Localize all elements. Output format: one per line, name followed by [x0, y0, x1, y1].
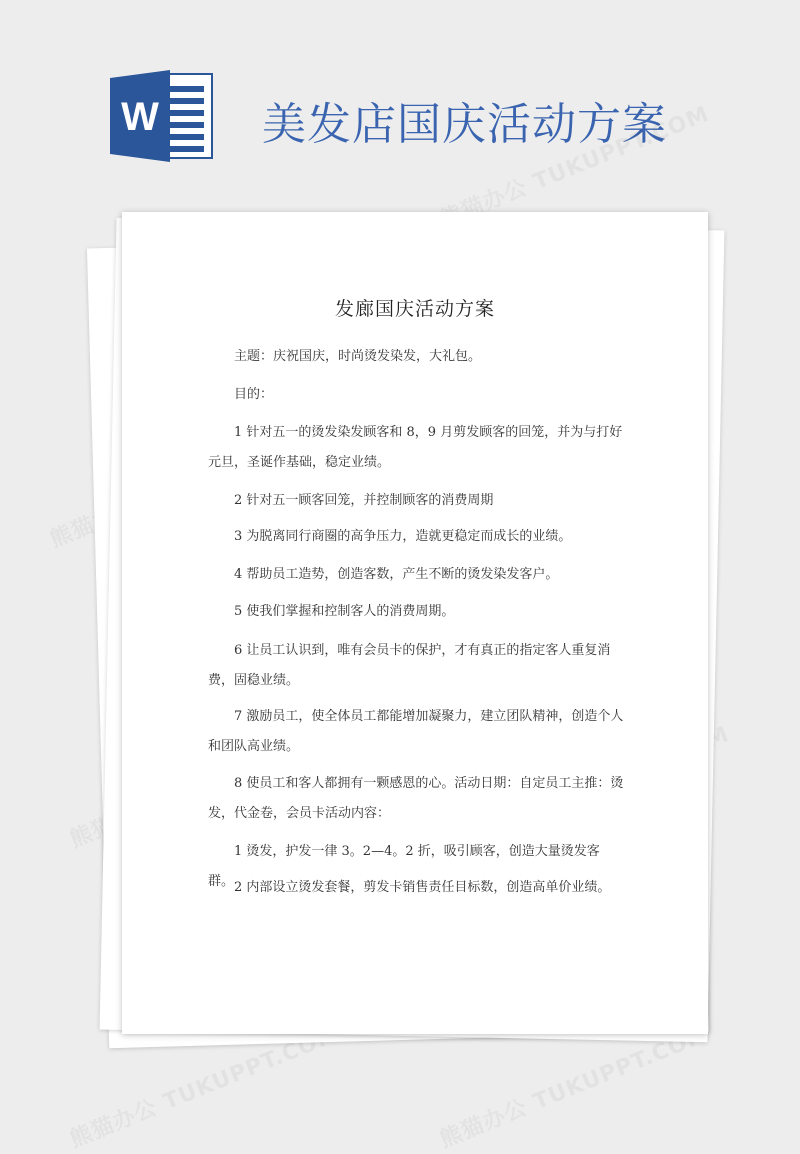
paragraph-item-3: 3 为脱离同行商圈的高争压力，造就更稳定而成长的业绩。: [234, 529, 572, 544]
paragraph-item-5: 5 使我们掌握和控制客人的消费周期。: [234, 604, 455, 619]
paragraph-purpose-heading: 目的：: [234, 387, 274, 402]
paragraph-item-4: 4 帮助员工造势，创造客数，产生不断的烫发染发客户。: [234, 567, 559, 582]
paragraph-item-2: 2 针对五一顾客回笼，并控制顾客的消费周期: [234, 493, 494, 508]
paragraph-content-2: 2 内部设立烫发套餐，剪发卡销售责任目标数，创造高单价业绩。: [234, 880, 611, 895]
paragraph-item-7: 7 激励员工，使全体员工都能增加凝聚力，建立团队精神，创造个人和团队高业绩。: [208, 709, 624, 754]
paragraph-item-6: 6 让员工认识到，唯有会员卡的保护，才有真正的指定客人重复消费，固稳业绩。: [208, 643, 611, 688]
banner-title: 美发店国庆活动方案: [262, 99, 667, 150]
paragraph-theme: 主题：庆祝国庆，时尚烫发染发，大礼包。: [234, 349, 482, 364]
word-document-icon: [110, 70, 214, 162]
paragraph-item-1: 1 针对五一的烫发染发顾客和 8，9 月剪发顾客的回笼，并为与打好元旦，圣诞作基础，稳定业绩。: [208, 425, 623, 470]
document-page: [122, 212, 708, 1034]
banner: [0, 0, 800, 200]
document-title: 发廊国庆活动方案: [334, 298, 495, 320]
word-icon-letter: W: [121, 95, 159, 139]
paragraph-content-1: 1 烫发，护发一律 3。2—4。2 折，吸引顾客，创造大量烫发客群。: [208, 844, 600, 889]
paragraph-item-8: 8 使员工和客人都拥有一颗感恩的心。活动日期：自定员工主推：烫发，代金卷，会员卡活动内容：: [208, 776, 624, 821]
